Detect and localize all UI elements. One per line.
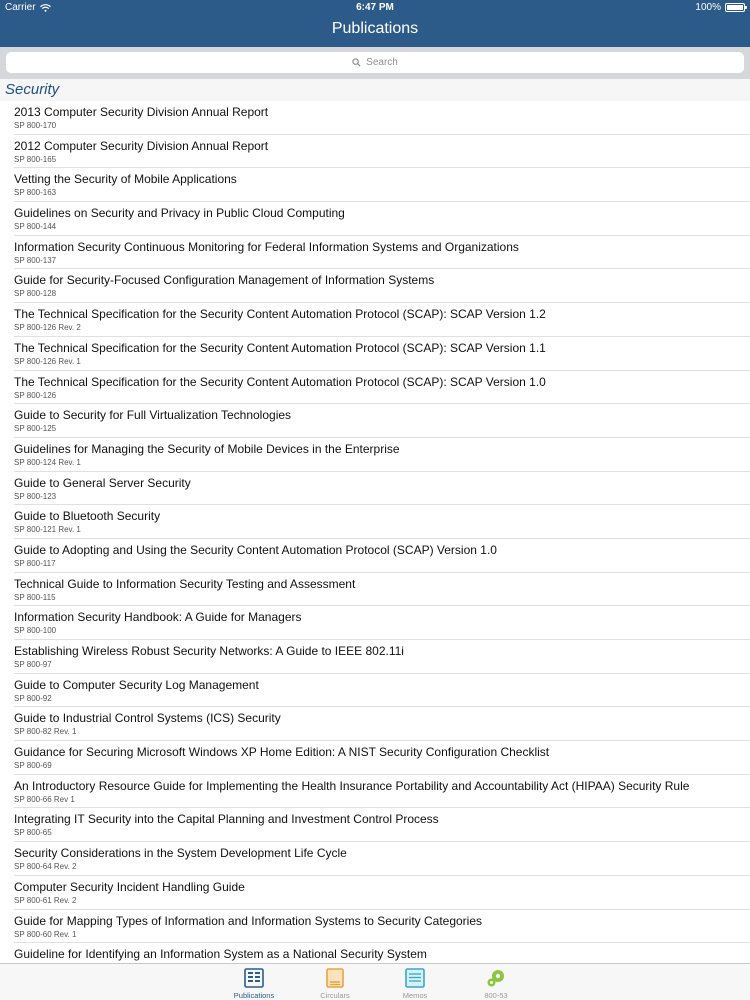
list-item[interactable] [14, 404, 750, 438]
search-input[interactable] [6, 52, 744, 73]
carrier-label: Carrier [5, 2, 36, 13]
list-item-subtitle: SP 800-61 Rev. 2 [14, 895, 77, 905]
list-item-title: The Technical Specification for the Security Content Automation Protocol (SCAP): SCAP Version 1.0 [14, 374, 546, 389]
list-item[interactable] [14, 573, 750, 607]
tab-memos-label: Memos [402, 991, 428, 1000]
list-item-title: Information Security Continuous Monitoring for Federal Information Systems and Organizations [14, 239, 519, 254]
list-item-title: An Introductory Resource Guide for Implementing the Health Insurance Portability and Accountability Act (HIPAA) Security Rule [14, 778, 690, 793]
800-53-icon [486, 968, 506, 988]
list-item-subtitle: SP 800-100 [14, 626, 57, 636]
list-item[interactable] [14, 135, 750, 169]
circulars-icon [325, 968, 345, 988]
list-item[interactable] [14, 842, 750, 876]
list-item-subtitle: SP 800-121 Rev. 1 [14, 525, 81, 535]
list-item-title: Guidance for Securing Microsoft Windows XP Home Edition: A NIST Security Configuration Checklist [14, 745, 550, 760]
status-bar [0, 0, 750, 16]
list-item-subtitle: SP 800-115 [14, 592, 56, 602]
list-rows [0, 101, 750, 963]
tab-bar [0, 963, 750, 1000]
tab-800-53-label: 800-53 [484, 991, 508, 1000]
list-item-title: Guideline for Identifying an Information System as a National Security System [14, 947, 427, 962]
list-item[interactable] [14, 674, 750, 708]
list-item-subtitle: SP 800-163 [14, 188, 57, 198]
list-item-subtitle: SP 800-165 [14, 154, 57, 164]
list-item[interactable] [14, 876, 750, 910]
list-item-title: The Technical Specification for the Security Content Automation Protocol (SCAP): SCAP Version 1.2 [14, 307, 546, 322]
list-item-subtitle: SP 800-144 [14, 222, 57, 232]
list-item[interactable] [14, 606, 750, 640]
list-item[interactable] [14, 303, 750, 337]
list-item[interactable] [14, 910, 750, 944]
list-item-title: Security Considerations in the System Development Life Cycle [14, 846, 347, 861]
tab-circulars-label: Circulars [320, 991, 350, 1000]
list-item[interactable] [14, 337, 750, 371]
list-item[interactable] [14, 371, 750, 405]
list-item-title: Technical Guide to Information Security Testing and Assessment [14, 576, 356, 591]
list-item[interactable] [14, 202, 750, 236]
list-item-title: Guidelines on Security and Privacy in Public Cloud Computing [14, 206, 345, 221]
list-item-subtitle: SP 800-123 [14, 491, 57, 501]
list-item[interactable] [14, 808, 750, 842]
list-item-subtitle: SP 800-125 [14, 424, 57, 434]
list-item-subtitle: SP 800-69 [14, 761, 52, 771]
list-item-subtitle: SP 800-128 [14, 289, 57, 299]
list-item-subtitle: SP 800-170 [14, 121, 57, 130]
clock: 6:47 PM [356, 2, 394, 13]
list-item-subtitle: SP 800-60 Rev. 1 [14, 929, 77, 939]
search-bar [0, 47, 750, 79]
memos-icon [405, 968, 425, 988]
list-item-title: Information Security Handbook: A Guide for Managers [14, 610, 302, 625]
section-header [0, 79, 750, 101]
tab-publications-label: Publications [233, 991, 275, 1000]
list-item-subtitle: SP 800-126 Rev. 1 [14, 356, 81, 366]
list-item[interactable] [14, 775, 750, 809]
list-item-title: Guide to Adopting and Using the Security Content Automation Protocol (SCAP) Version 1.0 [14, 542, 497, 557]
search-icon [352, 58, 361, 67]
battery-icon [725, 3, 745, 12]
list-item[interactable] [14, 472, 750, 506]
list-item-title: 2013 Computer Security Division Annual Report [14, 105, 269, 119]
list-item-title: The Technical Specification for the Security Content Automation Protocol (SCAP): SCAP Version 1.1 [14, 340, 546, 355]
list-item-subtitle: SP 800-137 [14, 255, 57, 265]
section-title: Security [5, 81, 60, 98]
publications-list[interactable] [0, 79, 750, 963]
list-item-subtitle: SP 800-124 Rev. 1 [14, 457, 81, 467]
list-item-title: Guide for Mapping Types of Information and Information Systems to Security Categories [14, 913, 483, 928]
navigation-bar [0, 0, 750, 47]
list-item-title: Guide to Bluetooth Security [14, 509, 161, 524]
list-item-title: Integrating IT Security into the Capital Planning and Investment Control Process [14, 812, 439, 827]
list-item[interactable] [14, 640, 750, 674]
battery-percent: 100% [695, 2, 721, 13]
list-item-subtitle: SP 800-66 Rev 1 [14, 794, 75, 804]
page-title: Publications [331, 20, 419, 37]
search-placeholder: Search [366, 57, 398, 68]
list-item-title: Guidelines for Managing the Security of Mobile Devices in the Enterprise [14, 441, 400, 456]
list-item[interactable] [14, 539, 750, 573]
tab-publications[interactable] [214, 966, 294, 999]
list-item[interactable] [14, 269, 750, 303]
battery-indicator [695, 2, 745, 13]
tab-circulars[interactable] [295, 966, 375, 999]
list-item-title: Establishing Wireless Robust Security Networks: A Guide to IEEE 802.11i [14, 644, 404, 658]
list-item-title: Guide to Industrial Control Systems (ICS) Security [14, 711, 281, 726]
list-item-title: Guide to Computer Security Log Management [14, 677, 259, 692]
list-item[interactable] [14, 101, 750, 135]
list-item[interactable] [14, 505, 750, 539]
list-item[interactable] [14, 438, 750, 472]
list-item-subtitle: SP 800-64 Rev. 2 [14, 862, 77, 872]
list-item-title: Computer Security Incident Handling Guide [14, 879, 245, 894]
list-item[interactable] [14, 943, 750, 963]
list-item-title: 2012 Computer Security Division Annual Report [14, 138, 269, 153]
list-item-subtitle: SP 800-97 [14, 660, 52, 669]
list-item-title: Guide to General Server Security [14, 475, 191, 490]
list-item-title: Vetting the Security of Mobile Applications [14, 172, 237, 187]
publications-icon [244, 968, 264, 988]
list-item-subtitle: SP 800-117 [14, 558, 56, 568]
list-item-subtitle: SP 800-126 Rev. 2 [14, 323, 81, 333]
list-item-subtitle: SP 800-82 Rev. 1 [14, 727, 77, 737]
list-item-title: Guide to Security for Full Virtualization Technologies [14, 408, 292, 423]
list-item-subtitle: SP 800-126 [14, 390, 57, 400]
list-item-subtitle: SP 800-92 [14, 693, 52, 703]
list-item-title: Guide for Security-Focused Configuration Management of Information Systems [14, 273, 435, 288]
tab-800-53[interactable] [456, 966, 536, 999]
list-item[interactable] [14, 236, 750, 270]
tab-memos[interactable] [375, 966, 455, 999]
list-item[interactable] [14, 168, 750, 202]
list-item[interactable] [14, 707, 750, 741]
list-item-subtitle: SP 800-65 [14, 828, 52, 838]
list-item[interactable] [14, 741, 750, 775]
